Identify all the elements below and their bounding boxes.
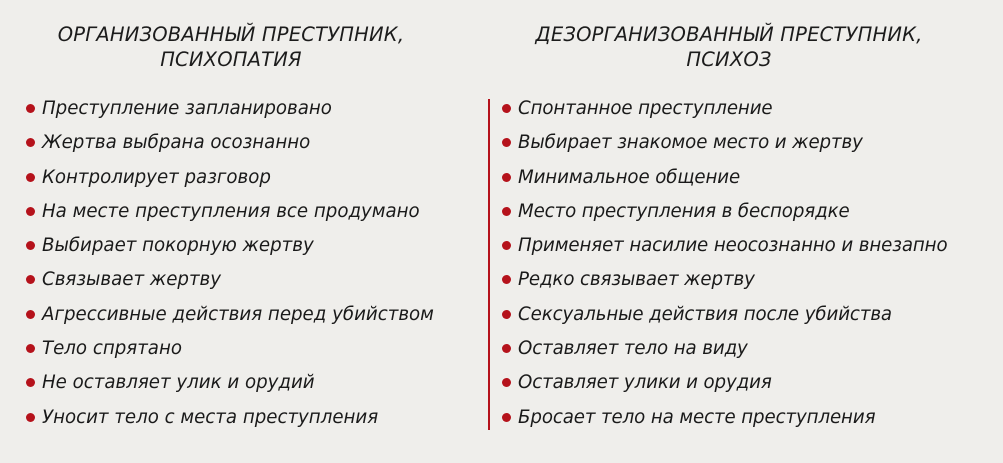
list-item bbox=[502, 232, 947, 266]
list-item bbox=[502, 198, 947, 232]
list-item-text: Жертва выбрана осознанно bbox=[42, 132, 311, 154]
bullet-dot-icon bbox=[26, 275, 35, 284]
bullet-dot-icon bbox=[502, 310, 511, 319]
list-item bbox=[26, 129, 434, 163]
list-item bbox=[502, 164, 947, 198]
bullet-dot-icon bbox=[26, 104, 35, 113]
list-item bbox=[26, 266, 434, 300]
list-item-text: Контролирует разговор bbox=[42, 166, 271, 188]
list-item bbox=[502, 95, 947, 129]
list-item-text: Оставляет улики и орудия bbox=[518, 372, 772, 394]
list-item-text: Применяет насилие неосознанно и внезапно bbox=[518, 235, 948, 257]
organized-heading-line-1: ОРГАНИЗОВАННЫЙ ПРЕСТУПНИК, bbox=[57, 23, 405, 46]
list-item-text: На месте преступления все продумано bbox=[42, 200, 420, 222]
disorganized-heading-line-2: ПСИХОЗ bbox=[686, 48, 772, 71]
bullet-dot-icon bbox=[502, 241, 511, 250]
bullet-dot-icon bbox=[502, 104, 511, 113]
bullet-dot-icon bbox=[502, 275, 511, 284]
bullet-dot-icon bbox=[26, 310, 35, 319]
list-item-text: Бросает тело на месте преступления bbox=[518, 406, 876, 428]
list-item bbox=[26, 198, 434, 232]
bullet-dot-icon bbox=[26, 241, 35, 250]
bullet-dot-icon bbox=[502, 138, 511, 147]
organized-traits-list bbox=[26, 95, 434, 438]
list-item-text: Связывает жертву bbox=[42, 269, 222, 291]
bullet-dot-icon bbox=[502, 173, 511, 182]
organized-offender-heading bbox=[26, 22, 436, 72]
list-item-text: Редко связывает жертву bbox=[518, 269, 755, 291]
list-item-text: Минимальное общение bbox=[518, 166, 741, 188]
bullet-dot-icon bbox=[26, 378, 35, 387]
list-item bbox=[26, 335, 434, 369]
bullet-dot-icon bbox=[26, 138, 35, 147]
list-item bbox=[26, 301, 434, 335]
list-item bbox=[502, 301, 947, 335]
list-item bbox=[502, 266, 947, 300]
list-item-text: Не оставляет улик и орудий bbox=[42, 372, 315, 394]
bullet-dot-icon bbox=[26, 344, 35, 353]
bullet-dot-icon bbox=[26, 207, 35, 216]
list-item bbox=[502, 335, 947, 369]
bullet-dot-icon bbox=[502, 344, 511, 353]
list-item-text: Преступление запланировано bbox=[42, 98, 332, 119]
list-item-text: Сексуальные действия после убийства bbox=[518, 303, 892, 325]
column-divider bbox=[488, 99, 490, 430]
disorganized-heading-line-1: ДЕЗОРГАНИЗОВАННЫЙ ПРЕСТУПНИК, bbox=[535, 23, 923, 46]
list-item bbox=[502, 129, 947, 163]
list-item bbox=[26, 95, 434, 129]
bullet-dot-icon bbox=[502, 378, 511, 387]
list-item-text: Спонтанное преступление bbox=[518, 98, 773, 119]
list-item bbox=[26, 164, 434, 198]
disorganized-offender-heading bbox=[494, 22, 964, 72]
organized-heading-line-2: ПСИХОПАТИЯ bbox=[160, 48, 302, 71]
list-item-text: Место преступления в беспорядке bbox=[518, 200, 850, 222]
list-item-text: Уносит тело с места преступления bbox=[42, 406, 379, 428]
list-item-text: Оставляет тело на виду bbox=[518, 338, 748, 360]
bullet-dot-icon bbox=[26, 413, 35, 422]
disorganized-traits-list bbox=[502, 95, 947, 438]
bullet-dot-icon bbox=[26, 173, 35, 182]
list-item bbox=[26, 232, 434, 266]
bullet-dot-icon bbox=[502, 207, 511, 216]
bullet-dot-icon bbox=[502, 413, 511, 422]
list-item bbox=[26, 369, 434, 403]
list-item bbox=[502, 369, 947, 403]
list-item bbox=[502, 404, 947, 438]
list-item-text: Выбирает знакомое место и жертву bbox=[518, 132, 863, 154]
list-item-text: Агрессивные действия перед убийством bbox=[42, 303, 434, 325]
list-item-text: Выбирает покорную жертву bbox=[42, 235, 314, 257]
list-item-text: Тело спрятано bbox=[42, 338, 182, 360]
list-item bbox=[26, 404, 434, 438]
